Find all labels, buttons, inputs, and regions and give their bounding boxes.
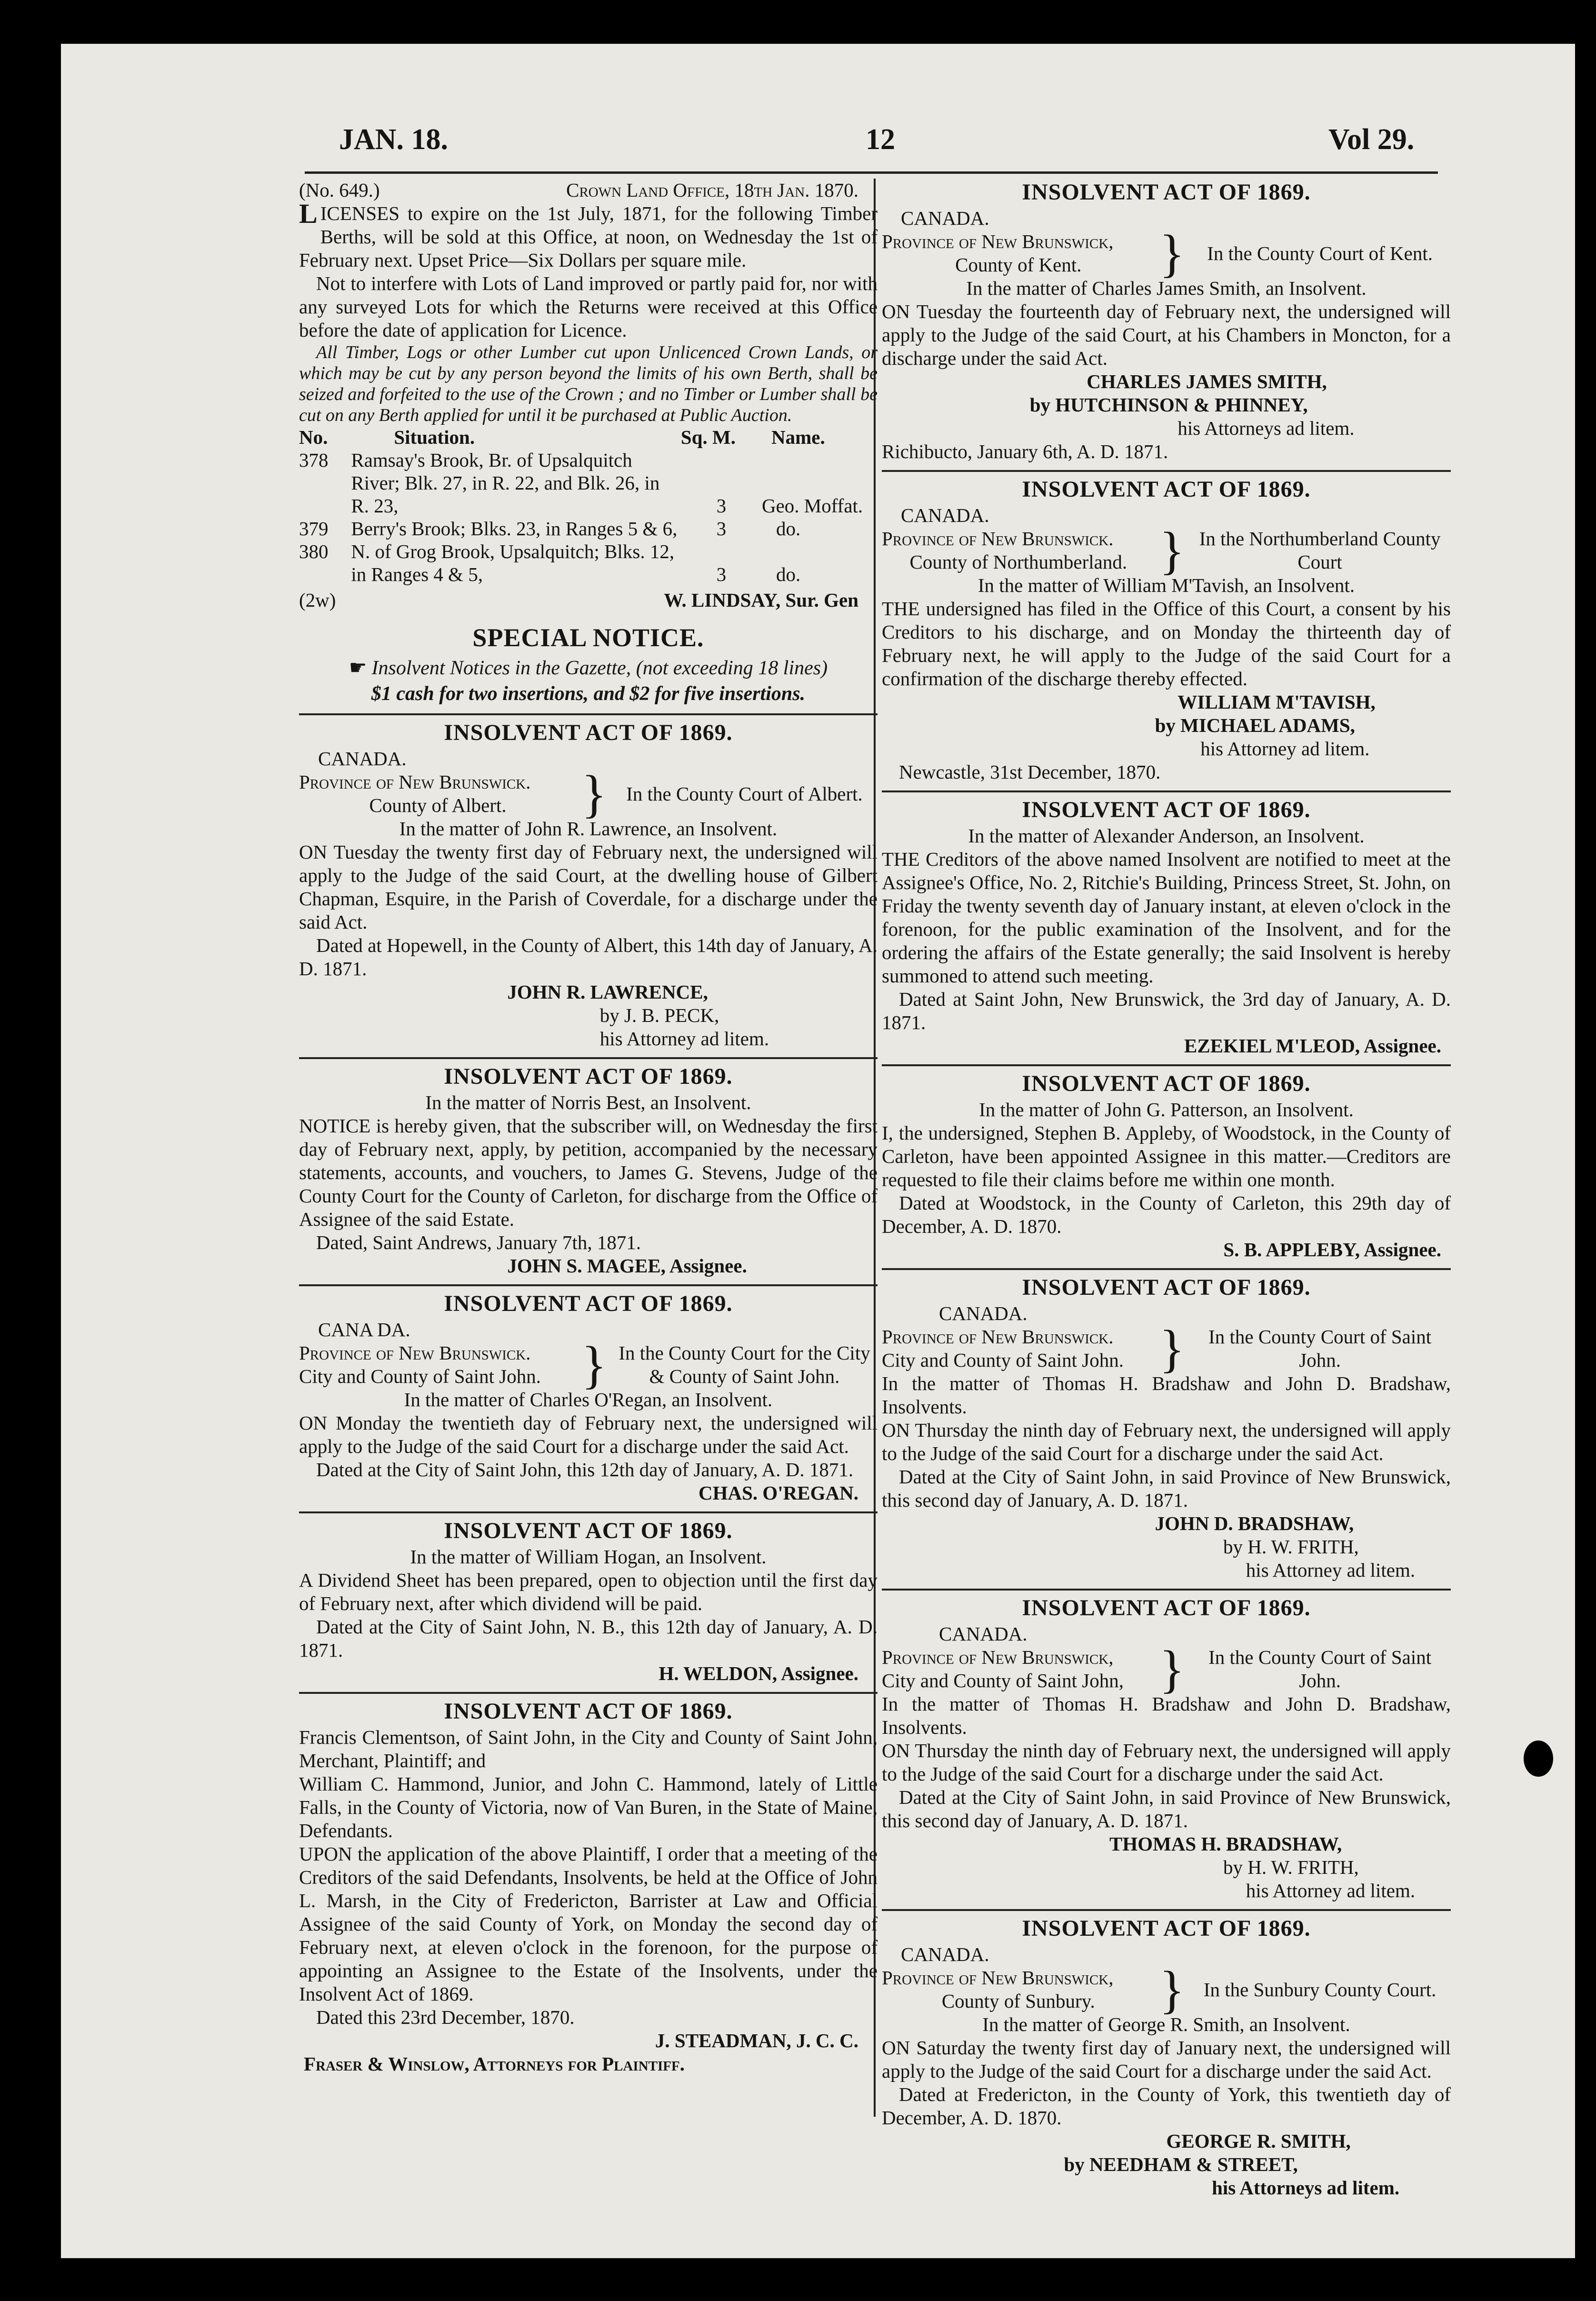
matter-line: In the matter of Thomas H. Bradshaw and John D. Bradshaw, Insolvents. <box>882 1372 1451 1418</box>
dated-line: Dated at the City of Saint John, in said Province of New Brunswick, this second day of January, A. D. 1871. <box>882 1786 1451 1831</box>
col-header-name: Name. <box>771 426 825 448</box>
licence-paragraph: ICENSES to expire on the 1st July, 1871, for the following Timber Berths, will be sold at this Office, at noon, on Wednesday the 1st of February next. Upset Price—Six Dollars per square mile. <box>299 202 878 271</box>
jurisdiction <box>882 1640 1451 1698</box>
signature-by: by J. B. PECK, <box>599 1004 719 1026</box>
dated-line: Dated at Woodstock, in the County of Carleton, this 29th day of December, A. D. 1870. <box>882 1192 1451 1237</box>
section-divider <box>882 1589 1451 1591</box>
dated-line: Dated this 23rd December, 1870. <box>316 2006 575 2028</box>
notice-anderson <box>882 798 1451 1058</box>
matter-line: In the matter of Norris Best, an Insolvent. <box>425 1091 751 1113</box>
notice-best <box>299 1065 878 1278</box>
notice-body: UPON the application of the above Plaintiff, I order that a meeting of the Creditors of the said Defendants, Insolvents, be held at the Office of John L. Marsh, in the City of Fredericton, Barrister at Law and Official Assignee of the said County of York, on Monday the second day of February next, at eleven o'clock in the forenoon, for the purpose of appointing an Assignee to the Estate of the Insolvents, under the Insolvent Act of 1869. <box>299 1843 878 2005</box>
col-header-no: No. <box>299 426 328 448</box>
matter-line: In the matter of John G. Patterson, an Insolvent. <box>979 1099 1354 1120</box>
province: Province of New Brunswick. <box>299 771 531 793</box>
crown-land-notice <box>299 179 878 612</box>
county: City and County of Saint John. <box>299 1365 541 1387</box>
canada-heading: CANADA. <box>901 504 989 526</box>
lot-sq-m: 3 <box>716 518 727 540</box>
special-notice-line-2: $1 cash for two insertions, and $2 for five insertions. <box>371 683 806 705</box>
notice-number: (No. 649.) <box>299 179 380 201</box>
notice-title: INSOLVENT ACT OF 1869. <box>1022 1916 1311 1941</box>
lot-no: 380 <box>299 540 329 562</box>
canada-heading: CANADA. <box>901 1943 989 1965</box>
canada-heading: CANA DA. <box>318 1319 410 1341</box>
table-row <box>299 449 878 517</box>
dated-line: Dated at the City of Saint John, this 12th day of January, A. D. 1871. <box>316 1459 854 1481</box>
notice-body: THE undersigned has filed in the Office of this Court, a consent by his Creditors to his discharge, and on Monday the thirteenth day of February next, he will apply to the Judge of the said Court for a confirmation of the discharge thereby effected. <box>882 598 1451 690</box>
dated-line: Dated at the City of Saint John, N. B., this 12th day of January, A. D. 1871. <box>299 1616 878 1661</box>
signature-attorney: his Attorneys ad litem. <box>1212 2177 1400 2199</box>
lot-sq-m: 3 <box>716 495 727 517</box>
section-divider <box>299 1511 878 1513</box>
signature: JOHN R. LAWRENCE, <box>507 981 708 1003</box>
notice-title: INSOLVENT ACT OF 1869. <box>444 1291 733 1316</box>
signature-attorney: his Attorney ad litem. <box>599 1028 769 1050</box>
brace: } <box>1159 224 1185 282</box>
notice-title: INSOLVENT ACT OF 1869. <box>1022 1595 1311 1621</box>
signature: GEORGE R. SMITH, <box>1166 2130 1351 2152</box>
dated-line: Newcastle, 31st December, 1870. <box>899 761 1161 783</box>
notice-body: THE Creditors of the above named Insolvent are notified to meet at the Assignee's Office, No. 2, Ritchie's Building, Princess Street, St. John, on Friday the twenty seventh day of January instant, at eleven o'clock in the forenoon, for the public examination of the Insolvent, and for the ordering the affairs of the Estate generally; the said Insolvent is hereby summoned to attend such meeting. <box>882 848 1451 987</box>
province: Province of New Brunswick. <box>882 528 1114 550</box>
notice-body: ON Thursday the ninth day of February next, the undersigned will apply to the Judge of the said Court for a discharge under the said Act. <box>882 1740 1451 1785</box>
matter-line: In the matter of John R. Lawrence, an Insolvent. <box>399 818 778 840</box>
notice-body: A Dividend Sheet has been prepared, open to objection until the first day of February next, after which dividend will be paid. <box>299 1569 878 1614</box>
table-header-row <box>299 426 878 449</box>
lot-sq-m: 3 <box>716 563 727 585</box>
jurisdiction <box>882 521 1451 580</box>
matter-line: In the matter of Charles James Smith, an Insolvent. <box>966 277 1367 299</box>
brace: } <box>1159 521 1185 580</box>
dated-line: Richibucto, January 6th, A. D. 1871. <box>882 440 1168 462</box>
surveyor-signature: W. LINDSAY, Sur. Gen <box>664 589 858 611</box>
binding-hole <box>1524 1741 1553 1777</box>
signature-attorney: his Attorney ad litem. <box>1246 1880 1416 1901</box>
county: County of Northumberland. <box>909 551 1127 573</box>
section-divider <box>299 1692 878 1694</box>
dated-line: Dated at Fredericton, in the County of York, this twentieth day of December, A. D. 1870. <box>882 2083 1451 2129</box>
matter-line: In the matter of Charles O'Regan, an Insolvent. <box>404 1389 773 1411</box>
signature: CHARLES JAMES SMITH, <box>1087 370 1327 392</box>
jurisdiction <box>882 1320 1451 1378</box>
lot-name: do. <box>776 563 801 585</box>
issue-date: JAN. 18. <box>339 123 449 156</box>
notice-body: ON Saturday the twenty first day of January next, the undersigned will apply to the Judge of the said Court for a discharge under the said Act. <box>882 2037 1451 2082</box>
brace: } <box>1159 1961 1185 2019</box>
lots-paragraph: Not to interfere with Lots of Land improved or partly paid for, nor with any surveyed Lots for which the Returns were received at this Office before the date of application for Licence. <box>299 272 878 341</box>
notice-title: INSOLVENT ACT OF 1869. <box>444 720 733 745</box>
notice-title: INSOLVENT ACT OF 1869. <box>444 1518 733 1543</box>
court: In the County Court for the City & County of Saint John. <box>618 1342 870 1387</box>
county: City and County of Saint John, <box>882 1670 1124 1691</box>
section-divider <box>882 470 1451 472</box>
section-divider <box>882 1268 1451 1270</box>
signature: THOMAS H. BRADSHAW, <box>1109 1833 1342 1855</box>
notice-title: INSOLVENT ACT OF 1869. <box>1022 797 1311 822</box>
brace: } <box>1159 1320 1185 1378</box>
brace: } <box>1159 1640 1185 1698</box>
attorneys-line: Fraser & Winslow, Attorneys for Plaintiff. <box>304 2053 685 2075</box>
signature-attorney: his Attorneys ad litem. <box>1177 417 1355 439</box>
court: In the County Court of Saint John. <box>1208 1646 1432 1691</box>
signature: WILLIAM M'TAVISH, <box>1177 691 1376 713</box>
section-divider <box>882 790 1451 792</box>
notice-lawrence <box>299 721 878 1050</box>
section-divider <box>299 1057 878 1059</box>
table-row <box>299 517 878 540</box>
county: County of Sunbury. <box>941 1990 1095 2012</box>
special-notice-title: SPECIAL NOTICE. <box>472 623 704 652</box>
brace: } <box>581 1336 607 1394</box>
court: In the County Court of Saint John. <box>1208 1326 1432 1371</box>
header-rule <box>305 171 1438 174</box>
brace: } <box>581 765 607 823</box>
dated-line: Dated at the City of Saint John, in said Province of New Brunswick, this second day of January, A. D. 1871. <box>882 1466 1451 1511</box>
lot-name: do. <box>776 518 801 540</box>
county: County of Kent. <box>955 254 1082 276</box>
lot-situation: Ramsay's Brook, Br. of Upsalquitch River; Blk. 27, in R. 22, and Blk. 26, in R. 23, <box>351 449 660 517</box>
dated-line: Dated at Hopewell, in the County of Albert, this 14th day of January, A. D. 1871. <box>299 934 878 980</box>
province: Province of New Brunswick. <box>882 1326 1114 1348</box>
table-row <box>299 540 878 586</box>
jurisdiction <box>299 765 878 823</box>
matter-line: In the matter of George R. Smith, an Insolvent. <box>982 2013 1350 2035</box>
notice-title: INSOLVENT ACT OF 1869. <box>444 1064 733 1089</box>
timber-berth-table <box>299 426 878 586</box>
col-header-situation: Situation. <box>394 426 475 448</box>
matter-line: In the matter of William M'Tavish, an Insolvent. <box>978 574 1355 596</box>
signature-by: by NEEDHAM & STREET, <box>1064 2153 1298 2175</box>
right-column <box>882 179 1451 2200</box>
signature: H. WELDON, Assignee. <box>658 1662 858 1684</box>
notice-body: NOTICE is hereby given, that the subscriber will, on Wednesday the first day of February next, apply, by petition, accompanied by the necessary statements, accounts, and vouchers, to James G. Stevens, Judge of the County Court for the County of Carleton, for discharge from the Office of Assignee of the said Estate. <box>299 1115 878 1230</box>
parties-defendants: William C. Hammond, Junior, and John C. Hammond, lately of Little Falls, in the County of Victoria, now of Van Buren, in the State of Maine, Defendants. <box>299 1773 878 1841</box>
signature-attorney: his Attorney ad litem. <box>1200 738 1370 760</box>
court: In the County Court of Albert. <box>626 782 863 805</box>
matter-line: In the matter of Thomas H. Bradshaw and John D. Bradshaw, Insolvents. <box>882 1693 1451 1738</box>
lot-situation: N. of Grog Brook, Upsalquitch; Blks. 12, in Ranges 4 & 5, <box>351 540 675 585</box>
notice-title: INSOLVENT ACT OF 1869. <box>444 1699 733 1724</box>
lot-name: Geo. Moffat. <box>761 495 863 517</box>
province: Province of New Brunswick. <box>299 1342 531 1364</box>
signature: J. STEADMAN, J. C. C. <box>655 2030 858 2051</box>
notice-title: INSOLVENT ACT OF 1869. <box>1022 1275 1311 1300</box>
signature-by: by H. W. FRITH, <box>1223 1536 1359 1558</box>
signature: JOHN D. BRADSHAW, <box>1155 1512 1354 1534</box>
notice-thomas-bradshaw <box>882 1596 1451 1902</box>
notice-george-smith <box>882 1917 1451 2200</box>
canada-heading: CANADA. <box>318 748 407 770</box>
notice-title: INSOLVENT ACT OF 1869. <box>1022 180 1311 205</box>
pointing-hand-icon: ☛ <box>349 657 367 679</box>
notice-oregan <box>299 1292 878 1505</box>
notice-patterson <box>882 1072 1451 1261</box>
signature-attorney: his Attorney ad litem. <box>1246 1559 1416 1581</box>
left-column <box>299 179 878 2076</box>
matter-line: In the matter of Alexander Anderson, an Insolvent. <box>968 825 1365 847</box>
section-divider <box>299 713 878 715</box>
signature-by: by H. W. FRITH, <box>1223 1856 1359 1878</box>
notice-smith-kent <box>882 180 1451 463</box>
notice-title: INSOLVENT ACT OF 1869. <box>1022 1071 1311 1096</box>
lot-no: 378 <box>299 449 329 471</box>
notice-clementson <box>299 1700 878 2076</box>
office-date: Crown Land Office, 18th Jan. 1870. <box>566 179 858 201</box>
province: Province of New Brunswick, <box>882 1646 1114 1668</box>
notice-body: I, the undersigned, Stephen B. Appleby, of Woodstock, in the County of Carleton, have been appointed Assignee in this matter.—Creditors are requested to file their claims before me within one month. <box>882 1122 1451 1191</box>
notice-body: ON Tuesday the fourteenth day of February next, the undersigned will apply to the Judge of the said Court, at his Chambers in Moncton, for a discharge under the said Act. <box>882 300 1451 369</box>
province: Province of New Brunswick, <box>882 1967 1114 1989</box>
signature: CHAS. O'REGAN. <box>698 1482 858 1504</box>
canada-heading: CANADA. <box>939 1302 1027 1324</box>
notice-hogan <box>299 1519 878 1685</box>
province: Province of New Brunswick, <box>882 230 1114 252</box>
drop-cap: L <box>299 198 318 229</box>
notice-body: ON Monday the twentieth day of February next, the undersigned will apply to the Judge of the said Court for a discharge under the said Act. <box>299 1412 878 1457</box>
court: In the County Court of Kent. <box>1207 242 1433 264</box>
notice-title: INSOLVENT ACT OF 1869. <box>1022 477 1311 502</box>
signature: JOHN S. MAGEE, Assignee. <box>507 1255 747 1277</box>
insertion-count: (2w) <box>299 589 336 611</box>
signature-by: by MICHAEL ADAMS, <box>1155 714 1355 736</box>
lot-no: 379 <box>299 518 329 540</box>
signature-by: by HUTCHINSON & PHINNEY, <box>1029 394 1308 416</box>
lot-situation: Berry's Brook; Blks. 23, in Ranges 5 & 6, <box>351 518 678 540</box>
page-number: 12 <box>866 123 895 156</box>
notice-body: ON Tuesday the twenty first day of February next, the undersigned will apply to the Judge of the said Court, at the dwelling house of Gilbert Chapman, Esquire, in the Parish of Coverdale, for a discharge under the said Act. <box>299 841 878 933</box>
dated-line: Dated, Saint Andrews, January 7th, 1871. <box>316 1231 641 1253</box>
court: In the Northumberland County Court <box>1199 528 1441 573</box>
jurisdiction <box>882 1961 1451 2019</box>
timber-paragraph: All Timber, Logs or other Lumber cut upon Unlicenced Crown Lands, or which may be cut by any person beyond the limits of his own Berth, shall be seized and forfeited to the use of the Crown ; and no Timber or Lumber shall be cut on any Berth applied for until it be purchased at Public Auction. <box>299 342 878 425</box>
dated-line: Dated at Saint John, New Brunswick, the 3rd day of January, A. D. 1871. <box>882 988 1451 1033</box>
signature: EZEKIEL M'LEOD, Assignee. <box>1184 1035 1441 1057</box>
section-divider <box>882 1909 1451 1911</box>
volume-number: Vol 29. <box>1328 123 1415 156</box>
county: County of Albert. <box>369 794 507 816</box>
section-divider <box>299 1284 878 1286</box>
court: In the Sunbury County Court. <box>1203 1978 1436 2001</box>
signature: S. B. APPLEBY, Assignee. <box>1223 1239 1441 1261</box>
special-notice-line-1: Insolvent Notices in the Gazette, (not exceeding 18 lines) <box>371 657 828 679</box>
col-header-sq-m: Sq. M. <box>680 426 736 448</box>
notice-mtavish <box>882 478 1451 784</box>
matter-line: In the matter of William Hogan, an Insolvent. <box>410 1546 767 1568</box>
section-divider <box>882 1064 1451 1066</box>
special-notice <box>299 655 878 707</box>
jurisdiction <box>299 1336 878 1394</box>
notice-john-bradshaw <box>882 1276 1451 1582</box>
jurisdiction <box>882 224 1451 282</box>
canada-heading: CANADA. <box>939 1623 1027 1645</box>
notice-body: ON Thursday the ninth day of February next, the undersigned will apply to the Judge of the said Court for a discharge under the said Act. <box>882 1419 1451 1464</box>
county: City and County of Saint John. <box>882 1349 1124 1371</box>
parties-plaintiff: Francis Clementson, of Saint John, in the City and County of Saint John, Merchant, Plaintiff; and <box>299 1726 878 1771</box>
canada-heading: CANADA. <box>901 207 989 229</box>
